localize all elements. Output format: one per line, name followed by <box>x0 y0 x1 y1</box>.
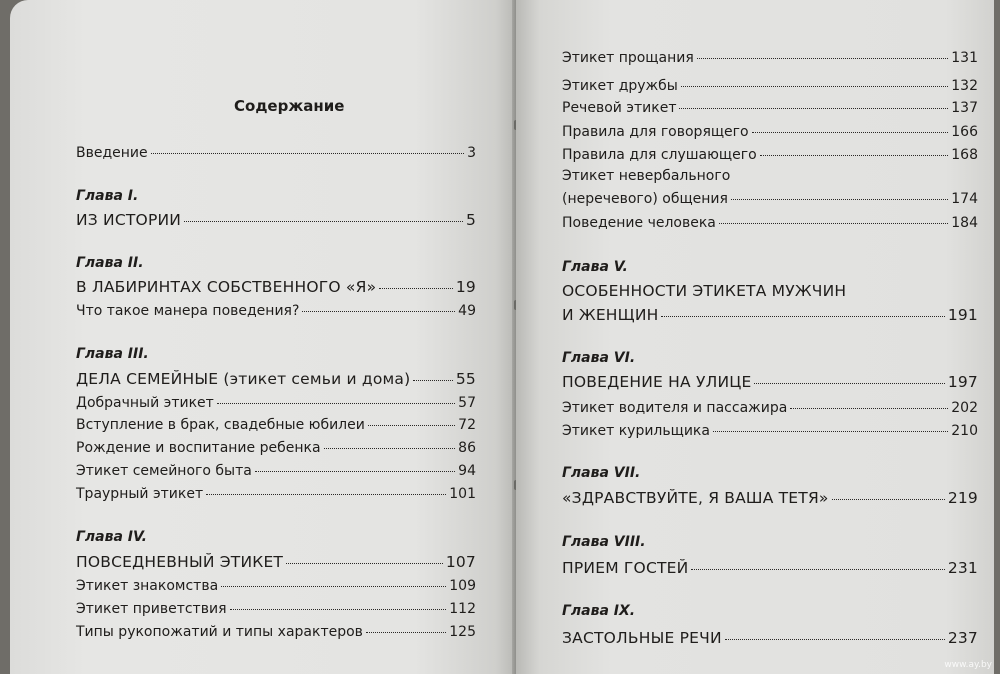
toc-entry[interactable]: В ЛАБИРИНТАХ СОБСТВЕННОГО «Я» 19 <box>76 278 476 296</box>
toc-title: Содержание <box>234 97 345 115</box>
toc-entry[interactable]: Речевой этикет 137 <box>562 100 978 116</box>
toc-entry[interactable]: Этикет дружбы 132 <box>562 78 978 94</box>
toc-entry[interactable]: Траурный этикет 101 <box>76 486 476 502</box>
chapter-2-title: Глава II. <box>76 255 144 271</box>
toc-entry[interactable]: ДЕЛА СЕМЕЙНЫЕ (этикет семьи и дома) 55 <box>76 370 476 388</box>
toc-entry[interactable]: ПОВЕДЕНИЕ НА УЛИЦЕ 197 <box>562 373 978 391</box>
toc-entry[interactable]: ПРИЕМ ГОСТЕЙ 231 <box>562 559 978 577</box>
toc-entry[interactable]: Правила для слушающего 168 <box>562 147 978 163</box>
entry-page: 3 <box>467 145 476 161</box>
toc-entry[interactable]: Добрачный этикет 57 <box>76 395 476 411</box>
toc-entry[interactable]: ИЗ ИСТОРИИ 5 <box>76 211 476 229</box>
toc-entry[interactable]: ЗАСТОЛЬНЫЕ РЕЧИ 237 <box>562 629 978 647</box>
toc-entry[interactable]: «ЗДРАВСТВУЙТЕ, Я ВАША ТЕТЯ» 219 <box>562 489 978 507</box>
chapter-1-title: Глава I. <box>76 188 139 204</box>
toc-entry[interactable]: И ЖЕНЩИН 191 <box>562 306 978 324</box>
toc-entry[interactable]: Этикет водителя и пассажира 202 <box>562 400 978 416</box>
toc-entry-introduction[interactable] <box>76 143 476 163</box>
toc-entry[interactable]: Этикет прощания 131 <box>562 50 978 66</box>
right-page <box>516 0 994 674</box>
left-page <box>10 0 516 674</box>
toc-entry-line: Этикет невербального <box>562 168 731 184</box>
chapter-9-title: Глава IX. <box>562 603 636 619</box>
toc-entry[interactable]: Этикет приветствия 112 <box>76 601 476 617</box>
toc-entry[interactable]: Правила для говорящего 166 <box>562 124 978 140</box>
toc-entry[interactable]: ПОВСЕДНЕВНЫЙ ЭТИКЕТ 107 <box>76 553 476 571</box>
toc-entry[interactable]: Вступление в брак, свадебные юбилеи 72 <box>76 417 476 433</box>
chapter-8-title: Глава VIII. <box>562 534 646 550</box>
toc-entry[interactable]: Поведение человека 184 <box>562 215 978 231</box>
chapter-6-title: Глава VI. <box>562 350 636 366</box>
toc-entry[interactable]: (неречевого) общения 174 <box>562 191 978 207</box>
toc-entry[interactable]: Рождение и воспитание ребенка 86 <box>76 440 476 456</box>
chapter-4-title: Глава IV. <box>76 529 147 545</box>
toc-entry[interactable]: Этикет курильщика 210 <box>562 423 978 439</box>
entry-label: Введение <box>76 145 148 161</box>
chapter-3-title: Глава III. <box>76 346 149 362</box>
toc-entry[interactable]: Что такое манера поведения? 49 <box>76 303 476 319</box>
toc-entry[interactable]: Типы рукопожатий и типы характеров 125 <box>76 624 476 640</box>
chapter-5-title: Глава V. <box>562 259 628 275</box>
toc-entry[interactable]: Этикет семейного быта 94 <box>76 463 476 479</box>
watermark: www.ay.by <box>944 660 992 670</box>
chapter-7-title: Глава VII. <box>562 465 641 481</box>
toc-entry-line: ОСОБЕННОСТИ ЭТИКЕТА МУЖЧИН <box>562 282 847 300</box>
toc-entry[interactable]: Этикет знакомства 109 <box>76 578 476 594</box>
